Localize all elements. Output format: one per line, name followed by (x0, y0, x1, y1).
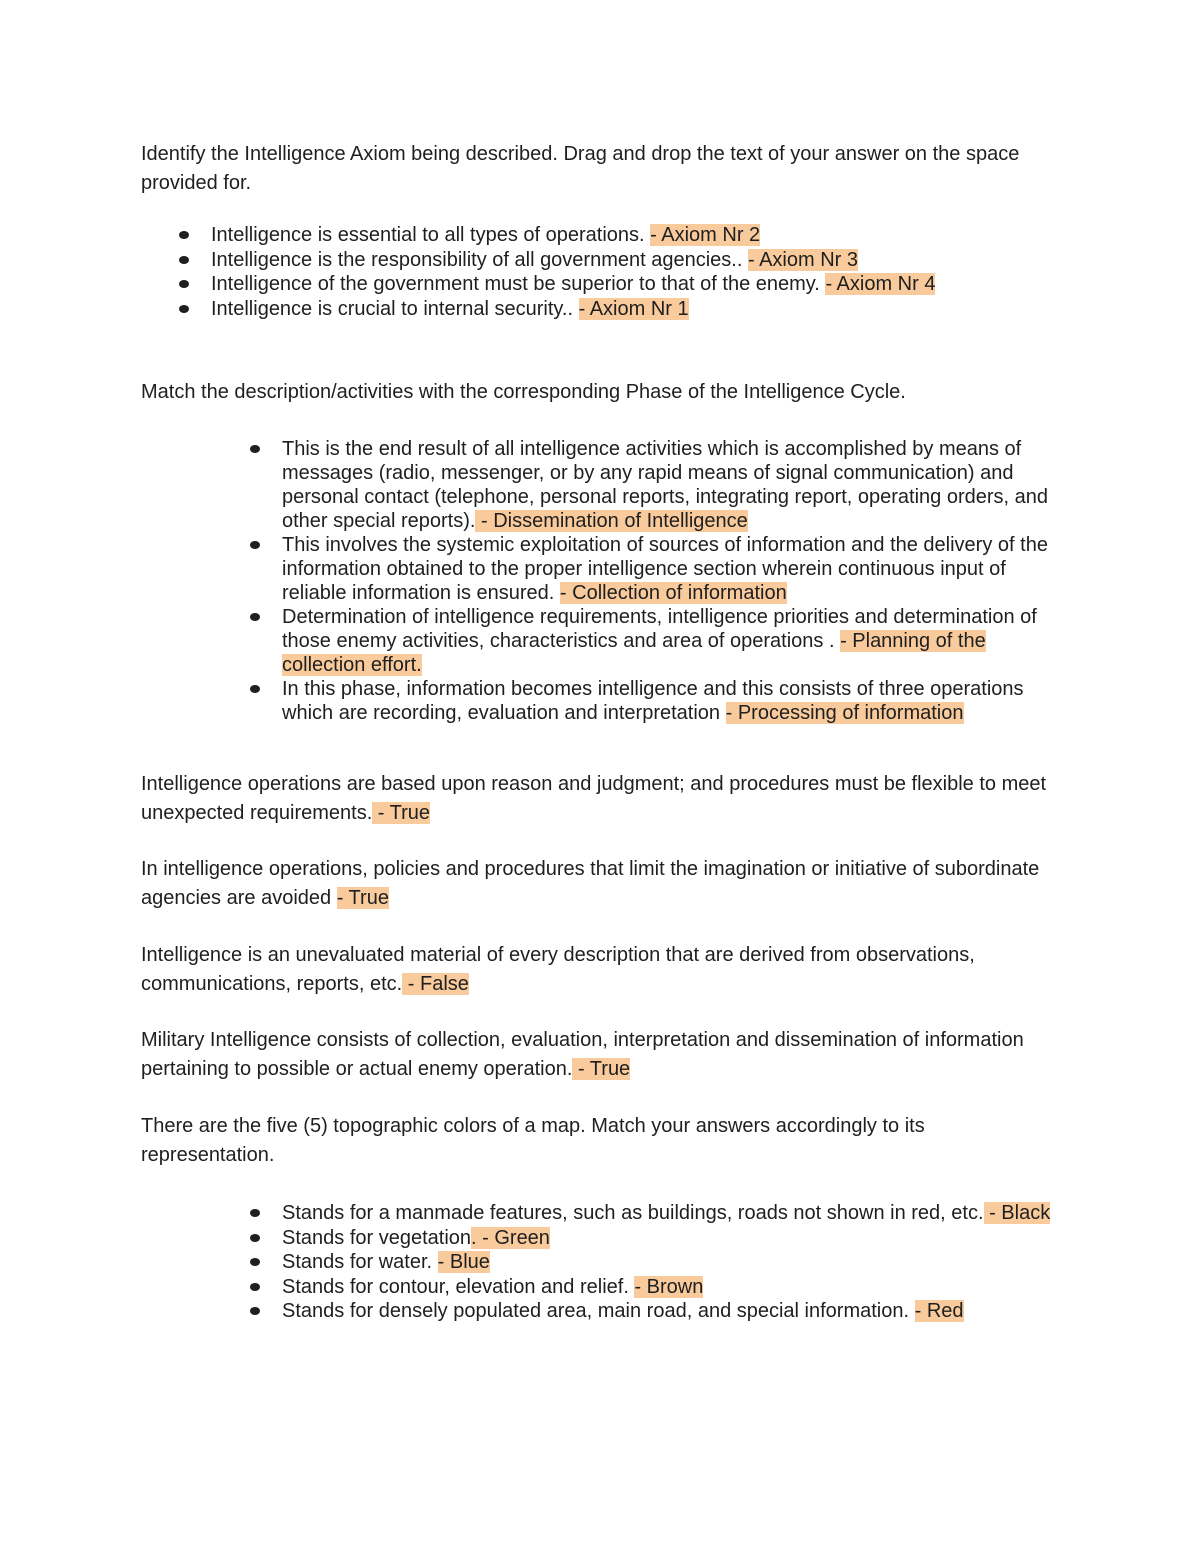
statement-text: Intelligence operations are based upon reason and judgment; and procedures must be flexible to meet unexpected requirements. (141, 773, 1047, 824)
list-item (282, 1299, 1072, 1324)
item-text: In this phase, information becomes intelligence and this consists of three operations which are recording, evaluation and interpretation (282, 678, 1024, 724)
list-item (282, 1275, 1072, 1300)
list-item (282, 437, 1072, 533)
axiom-prompt: Identify the Intelligence Axiom being described. Drag and drop the text of your answer on the space provided for. (141, 143, 1020, 194)
answer-highlight: - True (372, 802, 431, 824)
list-item (211, 272, 1071, 297)
answer-highlight: - True (336, 887, 389, 909)
answer-highlight: - Red (914, 1300, 964, 1322)
list-item (211, 223, 1071, 248)
bullet-icon (250, 1307, 260, 1315)
item-text: Intelligence is crucial to internal security.. (211, 298, 579, 321)
answer-highlight: . - Green (471, 1226, 550, 1249)
item-text: Stands for contour, elevation and relief. (282, 1275, 635, 1298)
list-item (282, 605, 1072, 677)
answer-highlight: - Brown (634, 1275, 704, 1298)
bullet-icon (250, 613, 260, 621)
bullet-icon (250, 1209, 260, 1217)
cycle-list (282, 437, 1072, 725)
colors-prompt: There are the five (5) topographic colors of a map. Match your answers accordingly to its representation. (141, 1115, 925, 1166)
answer-highlight: - Axiom Nr 1 (578, 298, 689, 321)
item-text: Stands for a manmade features, such as buildings, roads not shown in red, etc. (282, 1202, 984, 1224)
answer-highlight: - Collection of information (559, 582, 787, 604)
statement-text: Intelligence is an unevaluated material of every description that are derived from observations, communications, reports, etc. (141, 944, 975, 995)
item-text: Intelligence is the responsibility of all government agencies.. (211, 248, 748, 271)
list-item (282, 1250, 1072, 1275)
bullet-icon (179, 280, 189, 288)
statement-paragraph (141, 1026, 1061, 1084)
item-text: This is the end result of all intelligence activities which is accomplished by means of messages (radio, messenger, or by any rapid means of signal communication) and personal contact (telephone, personal reports, integrating report, operating orders, and other special reports). (282, 438, 1049, 532)
bullet-icon (179, 305, 189, 313)
answer-highlight: - Axiom Nr 2 (650, 224, 761, 246)
item-text: Intelligence of the government must be superior to that of the enemy. (211, 273, 826, 296)
answer-highlight: - True (572, 1058, 631, 1080)
bullet-icon (179, 256, 189, 264)
list-item (211, 297, 1071, 322)
item-text: Stands for densely populated area, main road, and special information. (282, 1300, 915, 1322)
item-text: Intelligence is essential to all types of operations. (211, 224, 651, 246)
answer-highlight: - Axiom Nr 4 (825, 273, 936, 296)
item-text: Determination of intelligence requirements, intelligence priorities and determination of those enemy activities, characteristics and area of operations . (282, 606, 1037, 652)
cycle-prompt: Match the description/activities with the corresponding Phase of the Intelligence Cycle. (141, 381, 906, 403)
answer-highlight: - Axiom Nr 3 (747, 248, 858, 271)
bullet-icon (250, 1283, 260, 1291)
statement-text: In intelligence operations, policies and procedures that limit the imagination or initiative of subordinate agencies are avoided (141, 858, 1040, 909)
bullet-icon (250, 1258, 260, 1266)
axiom-list (211, 223, 1071, 322)
answer-highlight: - Black (983, 1202, 1051, 1224)
colors-list (282, 1201, 1072, 1324)
item-text: Stands for water. (282, 1251, 438, 1273)
bullet-icon (250, 685, 260, 693)
statement-paragraph (141, 855, 1061, 913)
item-text: Stands for vegetation (282, 1226, 472, 1249)
answer-highlight: - Processing of information (725, 702, 964, 724)
list-item (282, 1201, 1072, 1226)
bullet-icon (250, 541, 260, 549)
statement-paragraph (141, 941, 1061, 999)
bullet-icon (179, 231, 189, 239)
statement-paragraph (141, 770, 1061, 828)
statement-text: Military Intelligence consists of collection, evaluation, interpretation and dissemination of information pertaining to possible or actual enemy operation. (141, 1029, 1024, 1080)
bullet-icon (250, 1234, 260, 1242)
answer-highlight: - Planning of the collection effort. (282, 630, 986, 676)
list-item (282, 1226, 1072, 1251)
answer-highlight: - Blue (437, 1251, 490, 1273)
item-text: This involves the systemic exploitation of sources of information and the delivery of the information obtained to the proper intelligence section wherein continuous input of reliable information is ensured. (282, 534, 1048, 604)
answer-highlight: - False (402, 973, 469, 995)
list-item (282, 533, 1072, 605)
bullet-icon (250, 445, 260, 453)
list-item (211, 248, 1071, 273)
answer-highlight: - Dissemination of Intelligence (475, 510, 748, 532)
list-item (282, 677, 1072, 725)
